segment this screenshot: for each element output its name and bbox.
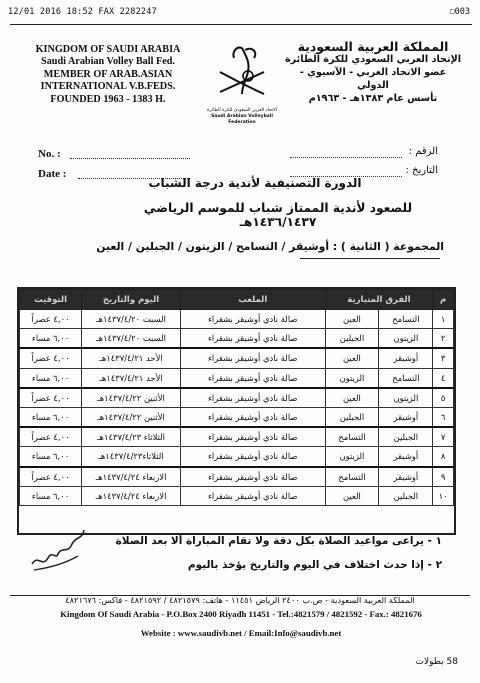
cell-date: الأحد ١٤٣٧/٤/٢١هـ (82, 368, 181, 388)
document-subtitle: للصعود لأندية الممتاز شباب للموسم الرياضي ١٤٣٦/١٤٣٧هـ (143, 201, 413, 229)
cell-number: ١٠ (433, 486, 454, 505)
fax-header-line: 12/01 2016 18:52 FAX 2282247 (8, 7, 157, 17)
cell-number: ٤ (433, 368, 454, 388)
cell-team-b: العين (325, 486, 379, 505)
cell-venue: صالة نادي أوشيقر بشقراء (180, 407, 325, 427)
cell-team-b: الزيتون (325, 368, 379, 388)
group-underline (300, 258, 440, 259)
palm-swords-emblem-icon (212, 42, 272, 104)
cell-venue: صالة نادي أوشيقر بشقراء (180, 368, 325, 388)
table-row (20, 368, 454, 388)
cell-team-a: التسامح (379, 368, 433, 388)
col-header-venue: الملعب (180, 290, 325, 310)
letterhead-ar-line: تأسس عام ١٣٨٣هـ - ١٩٦٣م (308, 93, 438, 104)
letterhead-ar-line: الإتحاد العربي السعودي للكرة الطائرة (284, 54, 462, 65)
cell-team-b: الزيتون (325, 447, 379, 467)
cell-venue: صالة نادي أوشيقر بشقراء (180, 348, 325, 368)
cell-time: ٦,٠٠ مساء (20, 368, 82, 388)
letterhead-english (18, 44, 198, 106)
cell-team-b: الجبلين (325, 329, 379, 349)
cell-team-a: الزيتون (379, 388, 433, 408)
letterhead-en-line: KINGDOM OF SAUDI ARABIA (35, 44, 181, 55)
table-row (20, 348, 454, 368)
note-item: ٢ - إذا حدث اختلاف في اليوم والتاريخ يؤخذ باليوم (187, 559, 442, 571)
col-header-time: التوقيت (20, 290, 82, 310)
cell-date: الأثنين ١٤٣٧/٤/٢٢هـ (82, 388, 181, 408)
no-field-line (70, 158, 190, 159)
cell-venue: صالة نادي أوشيقر بشقراء (180, 329, 325, 349)
cell-date: الأحد ١٤٣٧/٤/٢١هـ (82, 348, 181, 368)
cell-number: ٧ (433, 427, 454, 447)
match-schedule-table (17, 287, 456, 535)
cell-team-b: التسامح (325, 467, 379, 487)
cell-team-b: التسامح (325, 427, 379, 447)
table-row (20, 310, 454, 329)
cell-team-a: التسامح (379, 310, 433, 329)
cell-number: ٢ (433, 329, 454, 349)
table-row (20, 467, 454, 487)
cell-time: ٤,٠٠ عصراً (20, 310, 82, 329)
letterhead-ar-line: عضو الاتحاد العربي - الآسيوي - الدولي (299, 67, 447, 91)
table-row (20, 407, 454, 427)
cell-team-a: الجبلين (379, 486, 433, 505)
footer-address-en: Kingdom Of Saudi Arabia - P.O.Box 2400 Riyadh 11451 - Tel.:4821579 / 4821592 - Fax.: 4821676 (60, 609, 422, 619)
cell-time: ٦,٠٠ مساء (20, 486, 82, 505)
letterhead-arabic (284, 40, 462, 105)
fax-icon: ☐ (449, 7, 455, 17)
cell-venue: صالة نادي أوشيقر بشقراء (180, 310, 325, 329)
cell-venue: صالة نادي أوشيقر بشقراء (180, 486, 325, 505)
col-header-day-date: اليوم والتاريخ (82, 290, 181, 310)
letterhead-en-line: INTERNATIONAL V.B.FEDS. (40, 81, 176, 93)
cell-date: الأثنين ١٤٣٧/٤/٢٢هـ (82, 407, 181, 427)
cell-date: السبت ١٤٣٧/٤/٢٠هـ (82, 329, 181, 349)
table-row (20, 388, 454, 408)
cell-time: ٦,٠٠ مساء (20, 447, 82, 467)
no-label: No. : (38, 148, 61, 160)
fax-divider (10, 24, 472, 25)
cell-time: ٤,٠٠ عصراً (20, 348, 82, 368)
footer-website: Website : www.saudivb.net / Email:Info@saudivb.net (140, 628, 342, 638)
ref-field-line-ar (290, 157, 402, 158)
table-row (20, 486, 454, 505)
cell-team-a: أوشيقر (379, 407, 433, 427)
federation-logo (205, 42, 279, 126)
letterhead-ar-line: المملكة العربية السعودية (297, 39, 449, 54)
cell-date: الاربعاء ١٤٣٧/٤/٢٤هـ (82, 467, 181, 487)
document-title: الدورة التصنيفية لأندية درجة الشباب (148, 176, 362, 190)
cell-team-a: الجبلين (379, 427, 433, 447)
cell-time: ٦,٠٠ مساء (20, 329, 82, 349)
cell-number: ٦ (433, 407, 454, 427)
cell-venue: صالة نادي أوشيقر بشقراء (180, 388, 325, 408)
letterhead-en-line: FOUNDED 1963 - 1383 H. (50, 93, 166, 105)
cell-number: ٥ (433, 388, 454, 408)
letterhead-en-line: Saudi Arabian Volley Ball Fed. (41, 56, 175, 68)
cell-date: الثلاثاء ١٤٣٧/٤/٢٣هـ (82, 427, 181, 447)
cell-team-a: أوشيقر (379, 467, 433, 487)
cell-time: ٦,٠٠ مساء (20, 407, 82, 427)
cell-team-a: أوشيقر (379, 447, 433, 467)
cell-team-a: الزيتون (379, 329, 433, 349)
ref-label-ar: الرقم : (408, 146, 438, 157)
cell-time: ٤,٠٠ عصراً (20, 427, 82, 447)
logo-caption-en: Saudi Arabian Volleyball Federation (211, 114, 273, 125)
cell-number: ١ (433, 310, 454, 329)
group-teams-line: المجموعة ( الثانية ) : أوشيقر / التسامح / الزيتون / الجبلين / العين (96, 240, 444, 253)
cell-team-b: العين (325, 388, 379, 408)
cell-date: الثلاثاء١٤٣٧/٤/٢٣هـ (82, 447, 181, 467)
col-header-teams: الفرق المتبارية (325, 290, 433, 310)
page-number: 58 بطولات (415, 657, 458, 667)
cell-team-b: العين (325, 348, 379, 368)
letterhead-en-line: MEMBER OF ARAB.ASIAN (43, 68, 173, 80)
table-header-row (20, 290, 454, 310)
cell-date: الاربعاء ١٤٣٧/٤/٢٤هـ (82, 486, 181, 505)
note-item: ١ - يراعى مواعيد الصلاة بكل دقة ولا تقام المباراة ألا بعد الصلاة (115, 535, 442, 547)
table-row (20, 329, 454, 349)
table-row (20, 427, 454, 447)
cell-number: ٣ (433, 348, 454, 368)
date-label-ar: التاريخ : (405, 165, 438, 176)
cell-venue: صالة نادي أوشيقر بشقراء (180, 427, 325, 447)
handwritten-signature (28, 524, 88, 574)
cell-venue: صالة نادي أوشيقر بشقراء (180, 447, 325, 467)
cell-number: ٨ (433, 447, 454, 467)
cell-time: ٤,٠٠ عصراً (20, 388, 82, 408)
cell-date: السبت ١٤٣٧/٤/٢٠هـ (82, 310, 181, 329)
cell-team-b: الجبلين (325, 407, 379, 427)
notes-section (102, 529, 442, 577)
logo-caption-ar: الاتحاد العربي السعودي للكرة الطائرة (207, 108, 277, 113)
date-label: Date : (38, 168, 67, 180)
cell-time: ٤,٠٠ عصراً (20, 467, 82, 487)
fax-page-number: ☐003 (449, 7, 470, 17)
cell-venue: صالة نادي أوشيقر بشقراء (180, 467, 325, 487)
footer-address-ar: المملكة العربية السعودية - ص.ب ٢٤٠٠ الرياض ١١٤٥١ - هاتف: ٤٨٢١٥٧٩ / ٤٨٢١٥٩٢ - فاكس: ٤٨٢١٦٧٦ (65, 595, 415, 605)
table-row (20, 447, 454, 467)
cell-team-a: أوشيقر (379, 348, 433, 368)
col-header-number: م (433, 290, 454, 310)
cell-team-b: العين (325, 310, 379, 329)
cell-number: ٩ (433, 467, 454, 487)
